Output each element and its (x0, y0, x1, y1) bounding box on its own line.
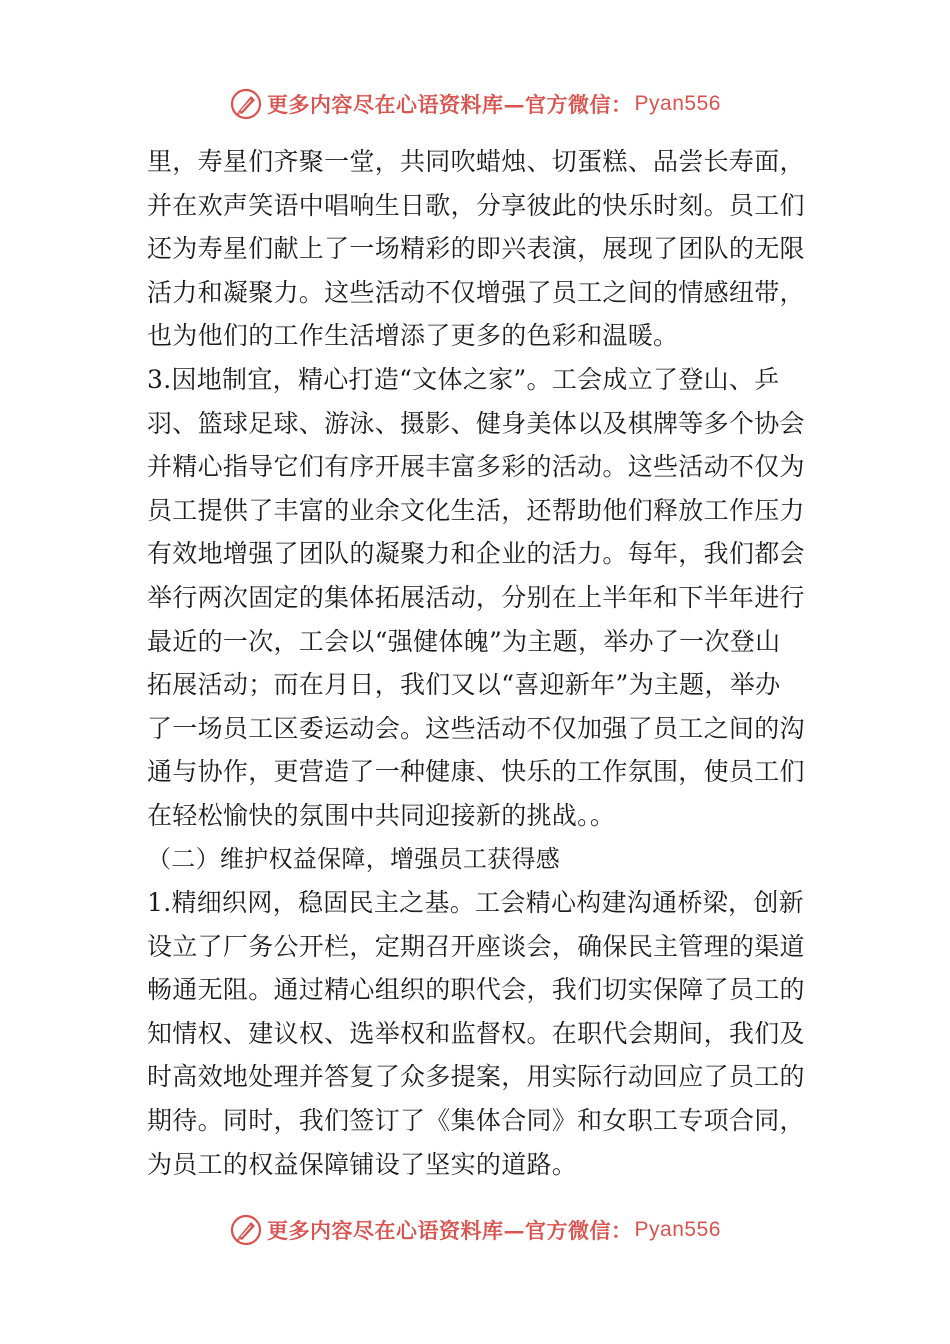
body-line: 拓展活动；而在月日，我们又以“喜迎新年”为主题，举办 (147, 670, 781, 700)
body-line: 知情权、建议权、选举权和监督权。在职代会期间，我们及 (147, 1018, 805, 1048)
watermark-wechat-label: 官方微信： (525, 92, 633, 117)
header-watermark (0, 84, 950, 124)
body-line: 3.因地制宜，精心打造“文体之家”。工会成立了登山、乒 (147, 364, 780, 394)
watermark-wechat-id: Pyan556 (634, 92, 721, 115)
document-body (147, 140, 812, 1186)
body-line: 通与协作，更营造了一种健康、快乐的工作氛围，使员工们 (147, 757, 805, 787)
body-line: 举行两次固定的集体拓展活动，分别在上半年和下半年进行 (147, 582, 805, 612)
watermark-brand-text: 更多内容尽在心语资料库 (267, 92, 504, 117)
body-line: 了一场员工区委运动会。这些活动不仅加强了员工之间的沟 (147, 713, 805, 743)
body-line: 有效地增强了团队的凝聚力和企业的活力。每年，我们都会 (147, 539, 805, 569)
section-heading: （二）维护权益保障，增强员工获得感 (147, 844, 561, 873)
body-line: 活力和凝聚力。这些活动不仅增强了员工之间的情感纽带， (147, 277, 805, 307)
watermark-wechat-label: 官方微信： (525, 1218, 633, 1243)
body-line: 在轻松愉快的氛围中共同迎接新的挑战。。 (147, 800, 616, 830)
body-line: 最近的一次，工会以“强健体魄”为主题，举办了一次登山 (147, 626, 781, 656)
body-line: 羽、篮球足球、游泳、摄影、健身美体以及棋牌等多个协会 (147, 408, 805, 438)
body-line: 畅通无阻。通过精心组织的职代会，我们切实保障了员工的 (147, 975, 805, 1005)
body-line: 里，寿星们齐聚一堂，共同吹蜡烛、切蛋糕、品尝长寿面， (147, 147, 805, 176)
body-line: 1.精细织网，稳固民主之基。工会精心构建沟通桥梁，创新 (147, 888, 804, 918)
watermark-separator: — (503, 91, 526, 117)
body-line: 时高效地处理并答复了众多提案，用实际行动回应了员工的 (147, 1062, 805, 1092)
pen-nib-logo-icon (229, 1213, 263, 1247)
body-line: 为员工的权益保障铺设了坚实的道路。 (147, 1149, 578, 1179)
pen-nib-logo-icon (229, 87, 263, 121)
body-line: 并精心指导它们有序开展丰富多彩的活动。这些活动不仅为 (147, 452, 805, 482)
body-line: 还为寿星们献上了一场精彩的即兴表演，展现了团队的无限 (147, 234, 805, 264)
footer-watermark (0, 1210, 950, 1250)
body-line: 设立了厂务公开栏，定期召开座谈会，确保民主管理的渠道 (147, 931, 805, 961)
watermark-brand-text: 更多内容尽在心语资料库 (267, 1218, 504, 1243)
watermark-wechat-id: Pyan556 (634, 1218, 721, 1241)
watermark-separator: — (503, 1217, 526, 1243)
body-line: 也为他们的工作生活增添了更多的色彩和温暖。 (147, 321, 679, 351)
body-line: 员工提供了丰富的业余文化生活，还帮助他们释放工作压力 (147, 495, 805, 525)
body-line: 并在欢声笑语中唱响生日歌，分享彼此的快乐时刻。员工们 (147, 190, 805, 220)
body-line: 期待。同时，我们签订了《集体合同》和女职工专项合同， (147, 1106, 805, 1136)
